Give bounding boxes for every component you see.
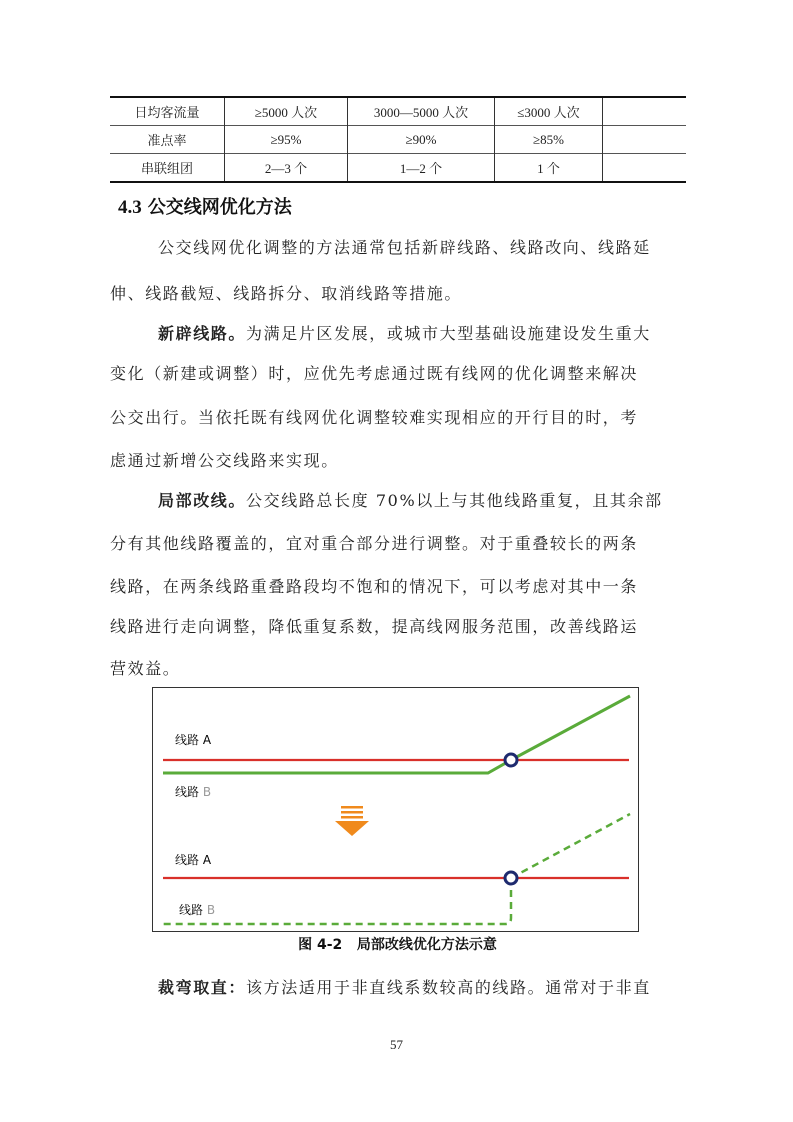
down-arrow-icon <box>335 806 369 836</box>
label-route-b: 线路 B <box>175 785 212 799</box>
figure-number: 图 4-2 <box>298 937 343 953</box>
table-cell: ≥5000 人次 <box>225 97 348 126</box>
label-route-b: 线路 B <box>179 903 216 917</box>
table-cell <box>603 126 687 154</box>
paragraph-line: 公交线网优化调整的方法通常包括新辟线路、线路改向、线路延 <box>158 238 651 257</box>
keyword-new-route: 新辟线路。 <box>158 324 247 343</box>
table-cell <box>603 97 687 126</box>
table-row <box>110 154 686 183</box>
table-cell: ≥95% <box>225 126 348 154</box>
section-heading <box>118 193 292 219</box>
route-b-rerouted-line <box>163 878 511 924</box>
route-b-branch <box>511 696 630 760</box>
paragraph-line: 线路，在两条线路重叠路段均不饱和的情况下，可以考虑对其中一条 <box>110 577 639 596</box>
label-route-a: 线路 A <box>175 853 212 867</box>
junction-node <box>505 872 517 884</box>
paragraph-line: 伸、线路截短、线路拆分、取消线路等措施。 <box>110 284 463 303</box>
table-cell: ≤3000 人次 <box>495 97 603 126</box>
table-cell: 1—2 个 <box>348 154 495 183</box>
route-b-new-branch <box>511 814 630 878</box>
table-cell: 2—3 个 <box>225 154 348 183</box>
reroute-diagram <box>152 687 639 932</box>
table-cell: 准点率 <box>110 126 225 154</box>
paragraph-text: 公交线路总长度 70%以上与其他线路重复，且其余部 <box>246 491 663 510</box>
figure-caption <box>110 934 685 954</box>
table-row <box>110 97 686 126</box>
paragraph-line <box>110 321 685 344</box>
section-number: 4.3 <box>118 197 142 218</box>
paragraph-line: 线路进行走向调整，降低重复系数，提高线网服务范围，改善线路运 <box>110 617 639 636</box>
paragraph-line: 营效益。 <box>110 659 181 678</box>
paragraph-line: 虑通过新增公交线路来实现。 <box>110 451 339 470</box>
page-number: 57 <box>390 1037 403 1052</box>
table-cell: ≥85% <box>495 126 603 154</box>
table-cell: ≥90% <box>348 126 495 154</box>
junction-node <box>505 754 517 766</box>
route-b-line <box>163 760 511 773</box>
table-cell: 日均客流量 <box>110 97 225 126</box>
table-cell: 1 个 <box>495 154 603 183</box>
table-cell: 串联组团 <box>110 154 225 183</box>
keyword-straighten: 裁弯取直： <box>158 978 247 997</box>
paragraph-text: 该方法适用于非直线系数较高的线路。通常对于非直 <box>246 978 651 997</box>
keyword-partial-reroute: 局部改线。 <box>158 491 247 510</box>
paragraph-line: 公交出行。当依托既有线网优化调整较难实现相应的开行目的时，考 <box>110 408 639 427</box>
criteria-table <box>110 96 686 183</box>
label-route-a: 线路 A <box>175 733 212 747</box>
table-cell: 3000—5000 人次 <box>348 97 495 126</box>
table-row <box>110 126 686 154</box>
diagram-svg <box>153 688 638 931</box>
paragraph-line <box>110 488 685 511</box>
paragraph-line <box>110 975 685 998</box>
paragraph-line: 变化（新建或调整）时，应优先考虑通过既有线网的优化调整来解决 <box>110 364 639 383</box>
paragraph-line: 分有其他线路覆盖的，宜对重合部分进行调整。对于重叠较长的两条 <box>110 534 639 553</box>
section-title: 公交线网优化方法 <box>147 197 292 218</box>
table-cell <box>603 154 687 183</box>
paragraph-text: 为满足片区发展，或城市大型基础设施建设发生重大 <box>246 324 651 343</box>
figure-title: 局部改线优化方法示意 <box>356 937 497 953</box>
